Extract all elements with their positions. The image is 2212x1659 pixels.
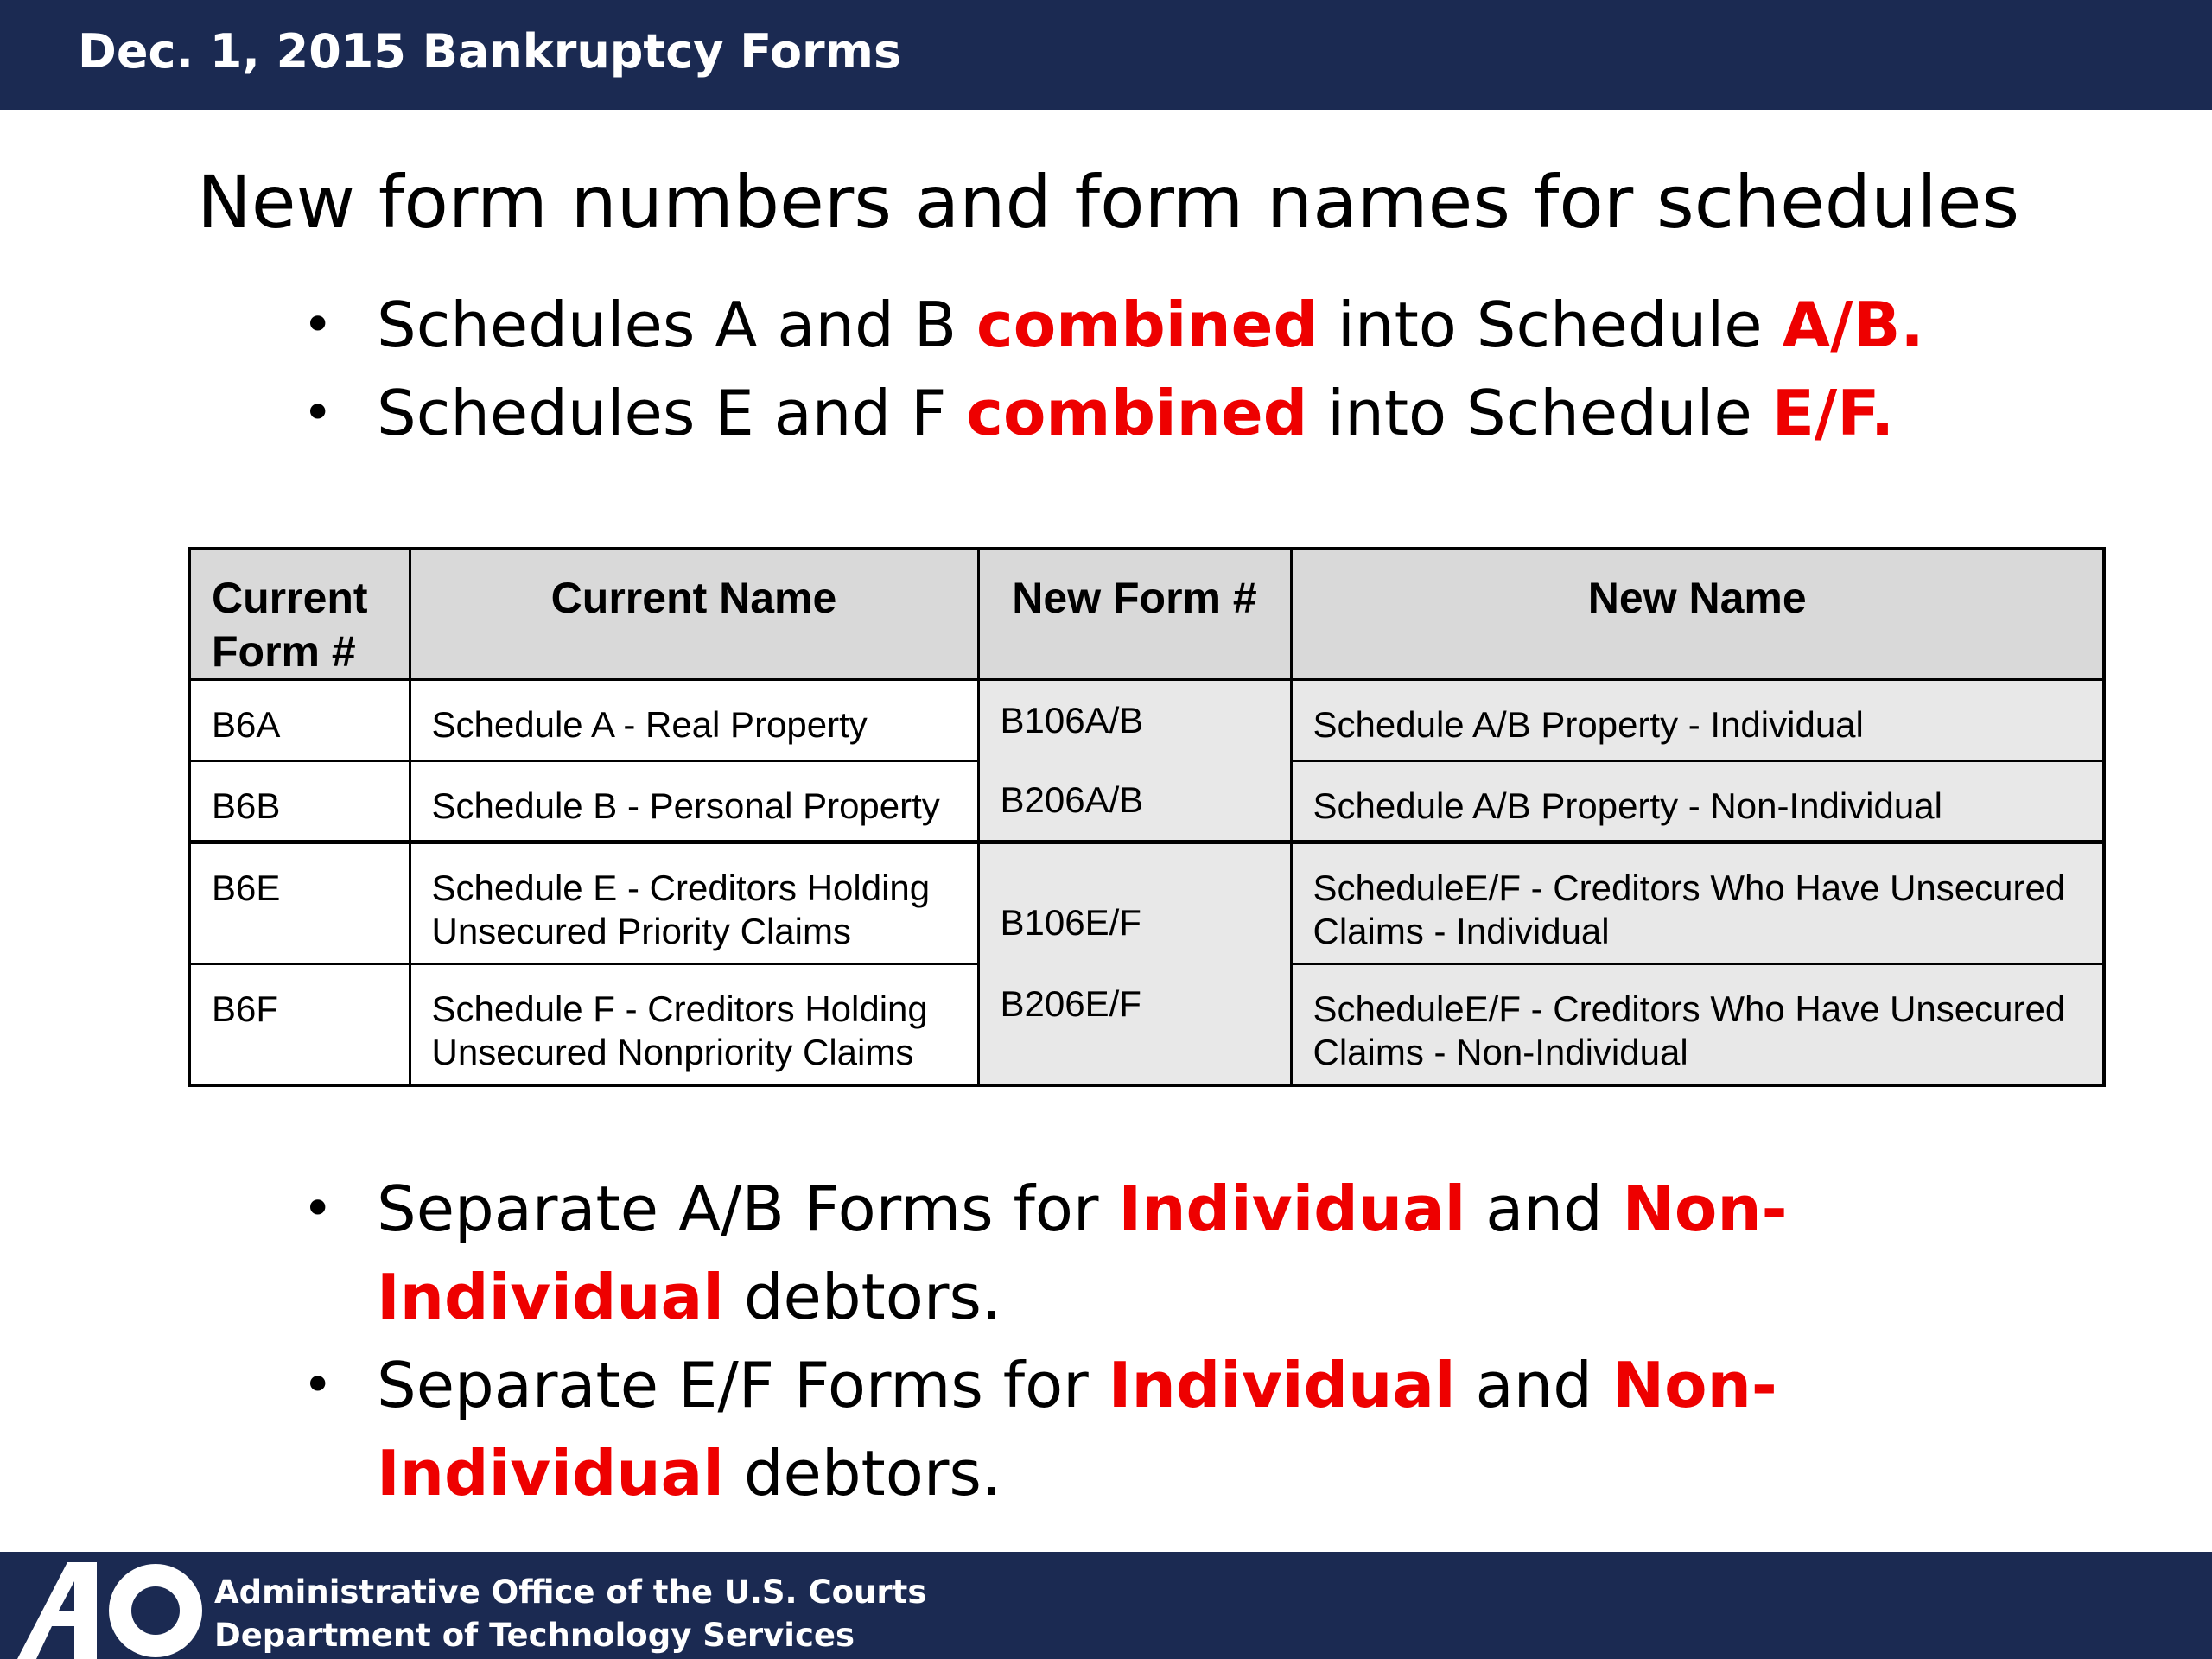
bullet-item: • Separate A/B Forms for Individual and Non-Individual debtors. [302,1165,2117,1341]
bottom-bullet-list [302,1165,2117,1517]
table-header-row [189,549,2104,680]
col-header-current-form: Current Form # [189,549,410,680]
col-header-current-name: Current Name [410,549,978,680]
bullet-icon: • [302,1355,334,1415]
ao-logo-icon [17,1562,207,1659]
bullet-icon: • [302,1179,334,1239]
slide-title: New form numbers and form names for schedules [197,160,2020,245]
cell-current-form: B6F [189,963,410,1085]
col-header-new-form: New Form # [978,549,1291,680]
table-row [189,680,2104,761]
cell-current-form: B6B [189,760,410,842]
cell-current-name: Schedule E - Creditors Holding Unsecured Priority Claims [410,842,978,963]
table-row [189,842,2104,963]
bullet-item: • Separate E/F Forms for Individual and Non-Individual debtors. [302,1341,2117,1517]
cell-current-form: B6A [189,680,410,761]
cell-new-name: Schedule A/B Property - Non-Individual [1291,760,2104,842]
cell-new-form-group [978,842,1291,1085]
bullet-item: • Schedules A and B combined into Schedule A/B. [302,281,1924,369]
bullet-icon: • [302,383,334,443]
header-title: Dec. 1, 2015 Bankruptcy Forms [78,24,902,79]
cell-current-name: Schedule B - Personal Property [410,760,978,842]
bullet-icon: • [302,295,334,355]
bullet-item: • Schedules E and F combined into Schedule E/F. [302,369,1924,457]
new-form-number: B206A/B [1000,779,1144,820]
new-form-number: B206E/F [1000,983,1141,1025]
footer-line-2: Department of Technology Services [214,1617,855,1654]
new-form-number: B106A/B [1000,699,1144,741]
footer-line-1: Administrative Office of the U.S. Courts [214,1573,927,1611]
top-bullet-list [302,281,1924,457]
col-header-new-name: New Name [1291,549,2104,680]
cell-current-name: Schedule F - Creditors Holding Unsecured Nonpriority Claims [410,963,978,1085]
cell-current-form: B6E [189,842,410,963]
cell-new-name: ScheduleE/F - Creditors Who Have Unsecured Claims - Non-Individual [1291,963,2104,1085]
header-bar [0,0,2212,110]
new-form-number: B106E/F [1000,902,1141,944]
footer-org-text [214,1571,926,1657]
cell-new-form-group [978,680,1291,842]
cell-new-name: Schedule A/B Property - Individual [1291,680,2104,761]
cell-new-name: ScheduleE/F - Creditors Who Have Unsecured Claims - Individual [1291,842,2104,963]
cell-current-name: Schedule A - Real Property [410,680,978,761]
forms-table [188,547,2106,1087]
